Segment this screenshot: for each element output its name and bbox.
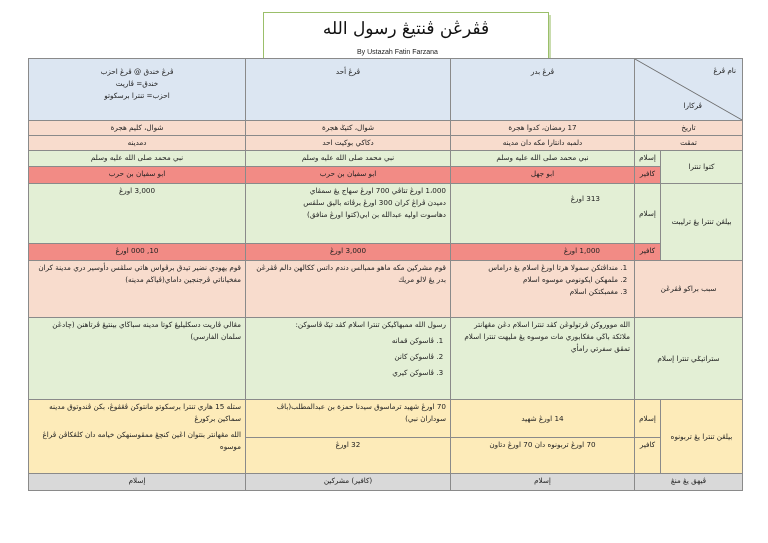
- row-victory: [29, 474, 743, 491]
- strategy-badar: الله مووروكن ڤرتولوڠن كڤد تنترا اسلام دڠن مڠهانتر ملائكة باڬي مڠكابوري مات موسوه يڠ مليهت تنترا اسلام تمڤق سفرتي رامأي: [451, 318, 635, 400]
- causes-badar: [451, 261, 635, 318]
- leader-kafir-label: كافير: [635, 167, 661, 184]
- header-khandaq-label: ڤرڠ خندق @ ڤرڠ احزب: [100, 67, 174, 76]
- row-leader-kafir: [29, 167, 743, 184]
- place-badar: دلمبه دانتارا مكه دان مدينه: [451, 136, 635, 151]
- date-khandaq: شوال، كليم هجرة: [29, 121, 246, 136]
- army-islam-badar: [451, 184, 635, 244]
- header-uhud: [246, 59, 451, 121]
- leader-kafir-khandaq: ابو سفيان بن حرب: [29, 167, 246, 184]
- casualties-khandaq: [29, 400, 246, 474]
- causes-badar-item: 3. مغمبكتكن اسلام: [455, 286, 618, 298]
- strategy-uhud-list: [250, 335, 446, 379]
- label-date: تاريخ: [635, 121, 743, 136]
- army-kafir-khandaq: 10, 000 اورڠ: [29, 244, 246, 261]
- label-army: بيلڠن تنترا يڠ ترليبت: [661, 184, 743, 261]
- row-strategy: [29, 318, 743, 400]
- header-corner-cell: [635, 59, 743, 121]
- army-kafir-badar: [451, 244, 635, 261]
- author-credit: By Ustazah Fatin Farzana: [357, 49, 438, 56]
- corner-bottom-label: ڤركارا: [683, 101, 702, 110]
- army-islam-label: إسلام: [635, 184, 661, 244]
- strategy-uhud: [246, 318, 451, 400]
- strategy-uhud-item: 3. ڤاسوكن كيري: [250, 367, 434, 379]
- casualties-khandaq-para1: ستله 15 هاري تنترا برسكوتو مانتوكن ڤڠڤوڠ، بكن ڤندوتوق مدينه سماكين بركورڠ: [49, 402, 241, 423]
- label-leader: كتوا تنترا: [661, 151, 743, 184]
- row-leader-islam: [29, 151, 743, 167]
- casualties-kafir-uhud: 32 اورڠ: [246, 438, 451, 474]
- row-casualties-islam: [29, 400, 743, 438]
- page-title: ڤڤرڠن ڤنتيڠ رسول الله: [322, 19, 490, 39]
- casualties-kafir-label: كافير: [635, 438, 661, 474]
- header-uhud-label: ڤرڠ أحد: [335, 67, 361, 76]
- causes-badar-item: 2. ملمهكن ايكونومي موسوه اسلام: [455, 274, 618, 286]
- causes-badar-list: [455, 262, 630, 298]
- corner-top-label: نام ڤرڠ: [713, 66, 736, 75]
- row-place: [29, 136, 743, 151]
- causes-badar-item: 1. منداڤتكن سمولا هرتا اورڠ اسلام يڠ دراماس: [455, 262, 618, 274]
- label-strategy: ستراتيݢي تنترا إسلام: [635, 318, 743, 400]
- leader-islam-khandaq: نبي محمد صلى الله عليه وسلم: [29, 151, 246, 167]
- casualties-khandaq-para2: الله مڠهانتر بنتوان اڠين كنچڠ ممڤوسنهكن خيامه دان كلڠكاڤن ڤراڠ موسوه: [42, 430, 241, 451]
- leader-islam-badar: نبي محمد صلى الله عليه وسلم: [451, 151, 635, 167]
- army-kafir-label: كافير: [635, 244, 661, 261]
- row-causes: [29, 261, 743, 318]
- leader-islam-label: إسلام: [635, 151, 661, 167]
- casualties-islam-label: إسلام: [635, 400, 661, 438]
- date-badar: 17 رمضان، كدوا هجرة: [451, 121, 635, 136]
- label-place: تمڤت: [635, 136, 743, 151]
- strategy-khandaq: مڠالي ڤاريت دسكليليڠ كوتا مدينه سباڬاي بينتيڠ ڤرتاهنن (چادڠن سلمان الفارسي): [29, 318, 246, 400]
- army-islam-uhud: [246, 184, 451, 244]
- casualties-islam-badar: 14 اورڠ شهيد: [451, 400, 635, 438]
- army-islam-badar-text: 313 اورڠ: [570, 194, 600, 203]
- row-army-islam: [29, 184, 743, 244]
- label-victory: ڤيهق يڠ منڠ: [635, 474, 743, 491]
- strategy-uhud-item: 1. ڤاسوكن قمانه: [250, 335, 434, 347]
- battles-table: [28, 58, 743, 491]
- casualties-islam-uhud: 70 اورڠ شهيد ترماسوق سيدنا حمزة بن عبدالمطلب(باڤ سوداراڽ نبي): [246, 400, 451, 438]
- leader-kafir-badar: ابو جهل: [451, 167, 635, 184]
- victory-badar: إسلام: [451, 474, 635, 491]
- header-badar-label: ڤرڠ بدر: [530, 67, 555, 76]
- date-uhud: شوال، كتيݢ هجرة: [246, 121, 451, 136]
- label-casualties: بيلڠن تنترا يڠ تربونوه: [661, 400, 743, 474]
- header-khandaq-sub1: خندق= ڤاريت: [115, 79, 159, 88]
- army-islam-khandaq: 3,000 اورڠ: [29, 184, 246, 244]
- army-islam-uhud-line2: دميدن ڤراڠ كران 300 اورڠ برڤاته باليق سلڤس: [303, 198, 446, 207]
- victory-khandaq: إسلام: [29, 474, 246, 491]
- header-badar: [451, 59, 635, 121]
- army-kafir-uhud: 3,000 اورڠ: [246, 244, 451, 261]
- strategy-uhud-intro: رسول الله ممبهاڬيكن تنترا اسلام كڤد تيݢ ڤاسوكن:: [295, 320, 446, 329]
- row-army-kafir: [29, 244, 743, 261]
- label-causes: سبب براکو ڤڤرڠن: [635, 261, 743, 318]
- strategy-uhud-item: 2. ڤاسوكن كانن: [250, 351, 434, 363]
- leader-kafir-uhud: ابو سفيان بن حرب: [246, 167, 451, 184]
- victory-uhud: (كافير) مشركين: [246, 474, 451, 491]
- place-uhud: دكاكي بوكيت احد: [246, 136, 451, 151]
- header-khandaq: [29, 59, 246, 121]
- army-kafir-badar-text: 1,000 اورڠ: [563, 246, 600, 255]
- row-date: [29, 121, 743, 136]
- army-islam-uhud-line3: دهاسوت اوليه عبدالله بن ابي(كتوا اورڠ منافق): [307, 210, 446, 219]
- casualties-kafir-badar: 70 اورڠ تربونوه دان 70 اورڠ دتاون: [451, 438, 635, 474]
- causes-khandaq: قوم يهودي نضير تيدق برڤواس هاتي سلڤس دأوسير دري مدينة كران مغخياناتي ڤرجنجين داماي(ڤياڬم مدينه): [29, 261, 246, 318]
- army-islam-uhud-line1: 1،000 اورڠ تتاڤي 700 اورڠ سهاج يڠ سمڤاي: [309, 186, 446, 195]
- header-khandaq-sub2: احزب= تنترا برسكوتو: [104, 91, 170, 100]
- place-khandaq: دمدينه: [29, 136, 246, 151]
- leader-islam-uhud: نبي محمد صلى الله عليه وسلم: [246, 151, 451, 167]
- header-row: [29, 59, 743, 121]
- causes-uhud: قوم مشركين مكه ماهو ممبالس دندم داتس ككالهن دالم ڤڤرڠن بدر يڠ لالو مريك: [246, 261, 451, 318]
